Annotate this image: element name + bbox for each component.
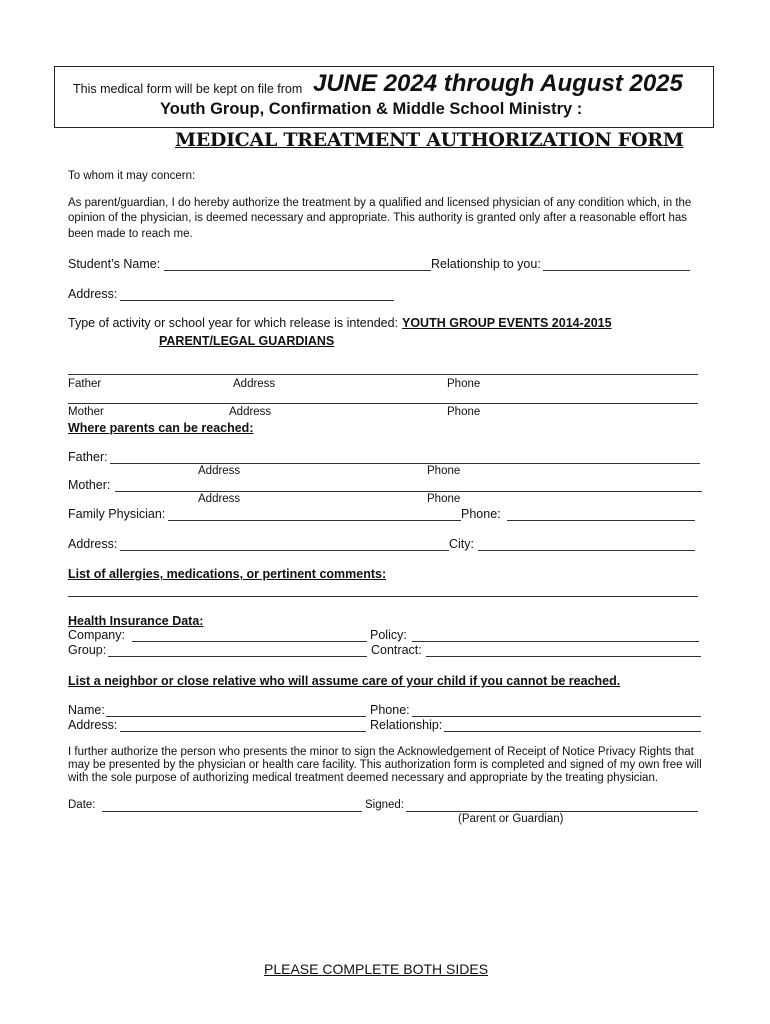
physician-address-field[interactable]: [120, 550, 449, 551]
where-reached-heading: Where parents can be reached:: [68, 421, 254, 435]
activity-label: Type of activity or school year for which release is intended:: [68, 316, 399, 330]
reached-mother-phone-label: Phone: [427, 493, 461, 505]
further-line-1: I further authorize the person who presents the minor to sign the Acknowledgement of Receipt of Notice Privacy Rights that: [68, 746, 694, 758]
student-name-field[interactable]: [164, 270, 431, 271]
physician-city-field[interactable]: [478, 550, 695, 551]
reached-father-field[interactable]: [110, 463, 700, 464]
date-range-text: JUNE 2024 through August 2025: [313, 70, 683, 97]
reached-father-label: Father:: [68, 450, 108, 464]
authorization-line-2: opinion of the physician, is deemed necessary and appropriate. This authority is granted only after a reasonable effort has: [68, 212, 688, 224]
parent-or-guardian-label: (Parent or Guardian): [458, 813, 564, 825]
father-label: Father: [68, 378, 102, 390]
signed-label: Signed:: [365, 799, 405, 811]
reached-mother-field[interactable]: [115, 491, 702, 492]
group-field[interactable]: [108, 656, 367, 657]
neighbor-relationship-field[interactable]: [444, 731, 701, 732]
mother-row-line[interactable]: [68, 403, 698, 404]
form-title: MEDICAL TREATMENT AUTHORIZATION FORM: [175, 129, 684, 151]
neighbor-phone-label: Phone:: [370, 703, 410, 717]
insurance-heading: Health Insurance Data:: [68, 614, 204, 628]
neighbor-heading: List a neighbor or close relative who will assume care of your child if you cannot be reached.: [68, 674, 621, 688]
mother-phone-label: Phone: [447, 406, 481, 418]
physician-phone-field[interactable]: [507, 520, 695, 521]
neighbor-address-label: Address:: [68, 718, 118, 732]
activity-value: YOUTH GROUP EVENTS 2014-2015: [402, 316, 612, 330]
company-field[interactable]: [132, 641, 367, 642]
relationship-label: Relationship to you:: [431, 257, 541, 271]
physician-phone-label: Phone:: [461, 507, 501, 521]
date-label: Date:: [68, 799, 96, 811]
father-phone-label: Phone: [447, 378, 481, 390]
student-name-label: Student’s Name:: [68, 257, 161, 271]
allergies-heading: List of allergies, medications, or pertinent comments:: [68, 567, 387, 581]
group-label: Group:: [68, 643, 107, 657]
further-line-3: with the sole purpose of authorizing medical treatment deemed necessary and appropriate by the treating physician.: [68, 772, 659, 784]
allergies-field[interactable]: [68, 596, 698, 597]
policy-label: Policy:: [370, 628, 407, 642]
relationship-field[interactable]: [543, 270, 690, 271]
further-line-2: may be presented by the physician or health care facility. This authorization form is completed and signed of my own free will: [68, 759, 702, 771]
mother-address-label: Address: [229, 406, 272, 418]
physician-address-label: Address:: [68, 537, 118, 551]
family-physician-field[interactable]: [168, 520, 461, 521]
neighbor-relationship-label: Relationship:: [370, 718, 443, 732]
address-label: Address:: [68, 287, 118, 301]
contract-field[interactable]: [426, 656, 701, 657]
reached-father-address-label: Address: [198, 465, 241, 477]
policy-field[interactable]: [412, 641, 699, 642]
family-physician-label: Family Physician:: [68, 507, 166, 521]
father-row-line[interactable]: [68, 374, 698, 375]
authorization-line-1: As parent/guardian, I do hereby authorize the treatment by a qualified and licensed physician of any condition which, in the: [68, 197, 692, 209]
signature-field[interactable]: [406, 811, 698, 812]
mother-label: Mother: [68, 406, 104, 418]
physician-city-label: City:: [449, 537, 474, 551]
date-field[interactable]: [102, 811, 362, 812]
reached-mother-address-label: Address: [198, 493, 241, 505]
neighbor-phone-field[interactable]: [412, 716, 701, 717]
neighbor-address-field[interactable]: [120, 731, 366, 732]
authorization-line-3: been made to reach me.: [68, 228, 193, 240]
father-address-label: Address: [233, 378, 276, 390]
kept-on-file-text: This medical form will be kept on file from: [73, 82, 303, 96]
reached-mother-label: Mother:: [68, 478, 111, 492]
neighbor-name-field[interactable]: [106, 716, 366, 717]
contract-label: Contract:: [371, 643, 422, 657]
neighbor-name-label: Name:: [68, 703, 105, 717]
ministry-text: Youth Group, Confirmation & Middle School Ministry :: [160, 100, 583, 118]
reached-father-phone-label: Phone: [427, 465, 461, 477]
parent-guardians-heading: PARENT/LEGAL GUARDIANS: [159, 334, 335, 348]
footer-note: PLEASE COMPLETE BOTH SIDES: [264, 961, 489, 977]
address-field[interactable]: [120, 300, 394, 301]
company-label: Company:: [68, 628, 125, 642]
greeting: To whom it may concern:: [68, 170, 196, 182]
